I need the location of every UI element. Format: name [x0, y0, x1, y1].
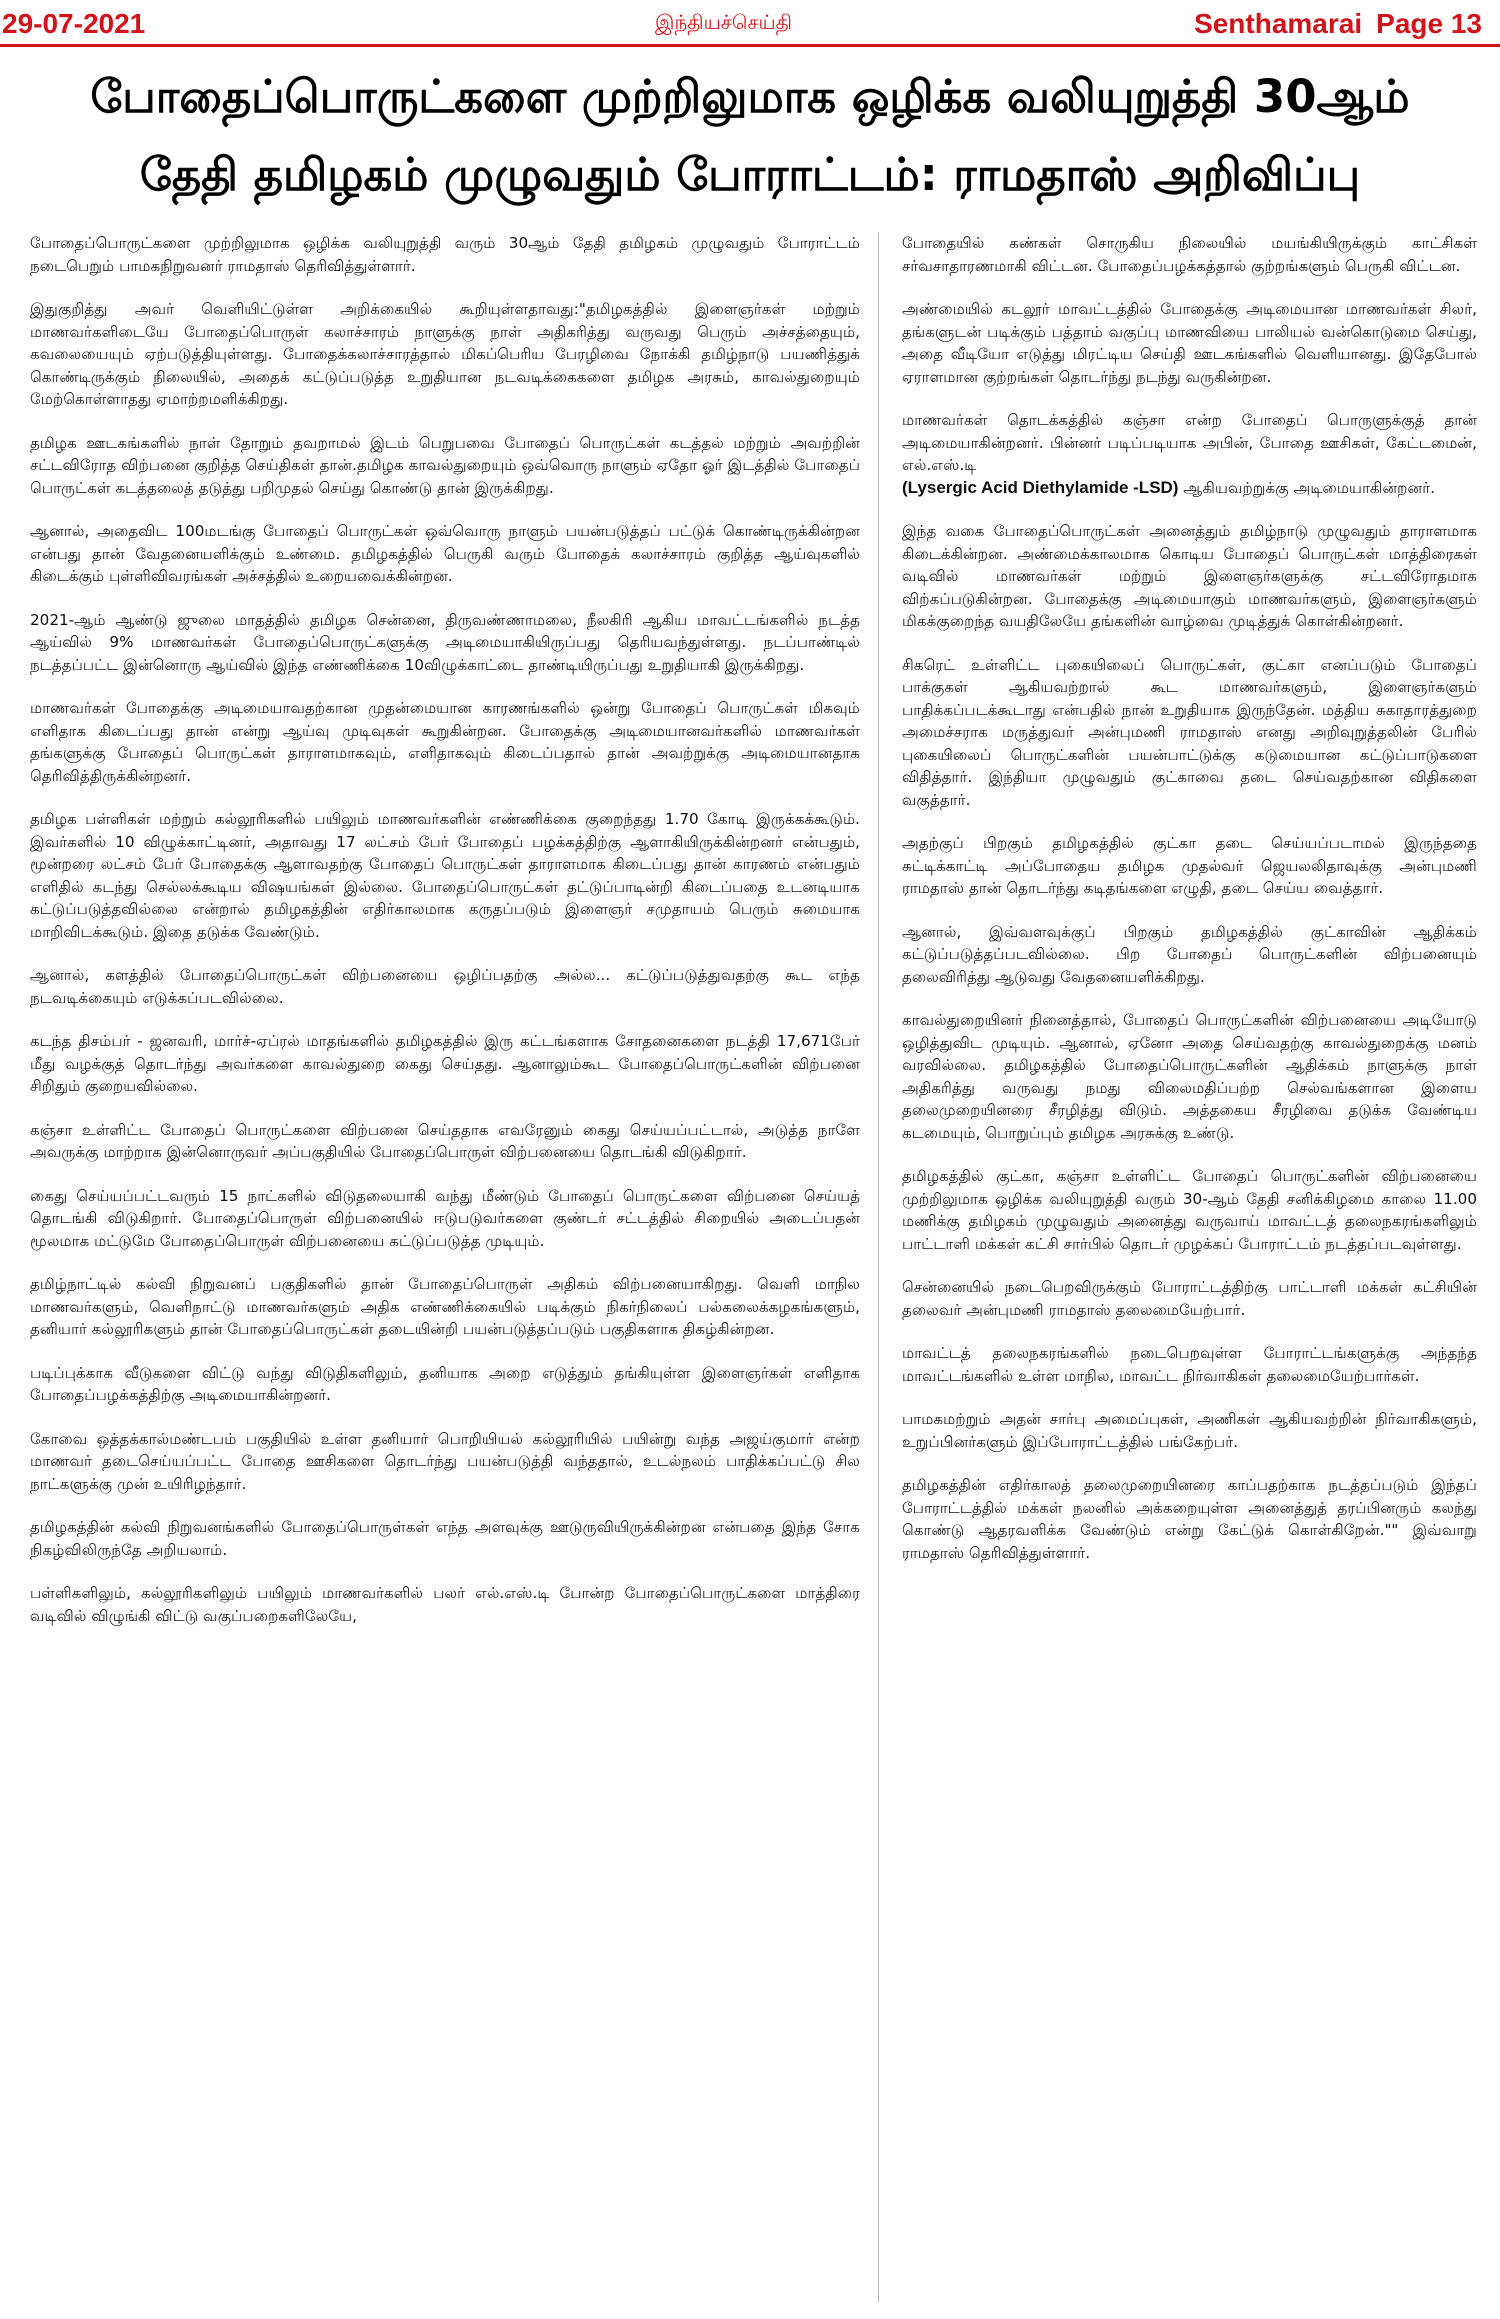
- paragraph: மாவட்டத் தலைநகரங்களில் நடைபெறவுள்ள போராட்டங்களுக்கு அந்தந்த மாவட்டங்களில் உள்ள மாநில, மாவட்ட நிர்வாகிகள் தலைமையேற்பார்கள்.: [902, 1344, 1477, 1385]
- article-column-right: [902, 232, 1477, 1585]
- paragraph: ஆனால், களத்தில் போதைப்பொருட்கள் விற்பனையை ஒழிப்பதற்கு அல்ல... கட்டுப்படுத்துவதற்கு கூட எந்த நடவடிக்கையும் எடுக்கப்படவில்லை.: [30, 966, 860, 1007]
- paragraph: தமிழகத்தில் குட்கா, கஞ்சா உள்ளிட்ட போதைப் பொருட்களின் விற்பனையை முற்றிலுமாக ஒழிக்க வலியுறுத்தி வரும் 30-ஆம் தேதி சனிக்கிழமை காலை 11.00 மணிக்கு தமிழகம் முழுவதும் அனைத்து வருவாய் மாவட்டத் தலைநகரங்களிலும் பாட்டாளி மக்கள் கட்சி சார்பில் தொடர் முழக்கப் போராட்டம் நடத்தப்படவுள்ளது.: [902, 1167, 1477, 1253]
- paragraph: மாணவர்கள் போதைக்கு அடிமையாவதற்கான முதன்மையான காரணங்களில் ஒன்று போதைப் பொருட்கள் மிகவும் எளிதாக கிடைப்பது தான் என்று ஆய்வு முடிவுகள் கூறுகின்றன. போதைக்கு அடிமையானவர்களில் மாணவர்கள் தங்களுக்கு போதைப் பொருட்கள் தாராளமாகவும், எளிதாகவும் கிடைப்பதால் தான் அவற்றுக்கு அடிமையானதாக தெரிவித்திருக்கின்றனர்.: [30, 699, 860, 785]
- paragraph: படிப்புக்காக வீடுகளை விட்டு வந்து விடுதிகளிலும், தனியாக அறை எடுத்தும் தங்கியுள்ள இளைஞர்கள் எளிதாக போதைப்பழக்கத்திற்கு அடிமையாகின்றனர்.: [30, 1363, 860, 1404]
- paragraph: போதையில் கண்கள் சொருகிய நிலையில் மயங்கியிருக்கும் காட்சிகள் சர்வசாதாரணமாகி விட்டன. போதைப்பழக்கத்தால் குற்றங்களும் பெருகி விட்டன.: [902, 234, 1477, 275]
- page-header: [0, 0, 1500, 44]
- paragraph: காவல்துறையினர் நினைத்தால், போதைப் பொருட்களின் விற்பனையை அடியோடு ஒழித்துவிட முடியும். ஆனால், ஏனோ அதை செய்வதற்கு காவல்துறைக்கு மனம் வரவில்லை. தமிழகத்தில் போதைப்பொருட்களின் ஆதிக்கம் நாளுக்கு நாள் அதிகரித்து வருவது நமது விலைமதிப்பற்ற செல்வங்களான இளைய தலைமுறையினரை சீரழித்து விடும். அத்தகைய சீரழிவை தடுக்க வேண்டிய கடமையும், பொறுப்பும் தமிழக அரசுக்கு உண்டு.: [902, 1011, 1477, 1142]
- article-headline: [30, 58, 1470, 214]
- publication-name: Senthamarai: [1194, 8, 1363, 39]
- paragraph-text: மாணவர்கள் தொடக்கத்தில் கஞ்சா என்ற போதைப் பொருளுக்குத் தான் அடிமையாகின்றனர். பின்னர் படிப்படியாக அபின், போதை ஊசிகள், கேட்டமைன், எல்.எஸ்.டி: [902, 411, 1477, 474]
- paragraph-text: ஆகியவற்றுக்கு அடிமையாகின்றனர்.: [1183, 478, 1436, 497]
- paragraph: தமிழகத்தின் கல்வி நிறுவனங்களில் போதைப்பொருள்கள் எந்த அளவுக்கு ஊடுருவியிருக்கின்றன என்பதை இந்த சோக நிகழ்விலிருந்தே அறியலாம்.: [30, 1518, 860, 1559]
- paragraph: தமிழ்நாட்டில் கல்வி நிறுவனப் பகுதிகளில் தான் போதைப்பொருள் அதிகம் விற்பனையாகிறது. வெளி மாநில மாணவர்களும், வெளிநாட்டு மாணவர்களும் அதிக எண்ணிக்கையில் படிக்கும் நிகர்நிலைப் பல்கலைக்கழகங்களும், தனியார் கல்லூரிகளும் தான் போதைப்பொருட்கள் தடையின்றி பயன்படுத்தப்படும் பகுதிகளாக திகழ்கின்றன.: [30, 1275, 860, 1338]
- column-divider: [878, 232, 879, 2302]
- headline-line-1: போதைப்பொருட்களை முற்றிலுமாக ஒழிக்க வலியுறுத்தி 30ஆம்: [90, 70, 1410, 123]
- paragraph: ஆனால், இவ்வளவுக்குப் பிறகும் தமிழகத்தில் குட்காவின் ஆதிக்கம் கட்டுப்படுத்தப்படவில்லை. பிற போதைப் பொருட்களின் விற்பனையும் தலைவிரித்து ஆடுவது வேதனையளிக்கிறது.: [902, 922, 1477, 986]
- paragraph: கைது செய்யப்பட்டவரும் 15 நாட்களில் விடுதலையாகி வந்து மீண்டும் போதைப் பொருட்களை விற்பனை செய்யத் தொடங்கி விடுகிறார். போதைப்பொருள் விற்பனையில் ஈடுபடுவர்களை குண்டர் சட்டத்தில் சிறையில் அடைப்பதன் மூலமாக மட்டுமே போதைப்பொருள் விற்பனையை கட்டுப்படுத்த முடியும்.: [30, 1186, 860, 1250]
- paragraph: சிகரெட் உள்ளிட்ட புகையிலைப் பொருட்கள், குட்கா எனப்படும் போதைப் பாக்குகள் ஆகியவற்றால் கூட மாணவர்களும், இளைஞர்களும் பாதிக்கப்படக்கூடாது என்பதில் நான் உறுதியாக இருந்தேன். மத்திய சுகாதாரத்துறை அமைச்சராக மருத்துவர் அன்புமணி ராமதாஸ் எனது அறிவுறுத்தலின் பேரில் புகையிலைப் பொருட்களின் பயன்பாட்டுக்கு கடுமையான கட்டுப்பாடுகளை விதித்தார். இந்தியா முழுவதும் குட்காவை தடை செய்வதற்கான விதிகளை வகுத்தார்.: [902, 655, 1477, 809]
- page-number: Page 13: [1376, 8, 1482, 39]
- paragraph: ஆனால், அதைவிட 100மடங்கு போதைப் பொருட்கள் ஒவ்வொரு நாளும் பயன்படுத்தப் பட்டுக் கொண்டிருக்கின்றன என்பது தான் வேதனையளிக்கும் உண்மை. தமிழகத்தில் பெருகி வரும் போதைக் கலாச்சாரம் குறித்த ஆய்வுகளில் கிடைக்கும் புள்ளிவிவரங்கள் அச்சத்தில் உறையவைக்கின்றன.: [30, 522, 860, 585]
- headline-line-2: தேதி தமிழகம் முழுவதும் போராட்டம்: ராமதாஸ் அறிவிப்பு: [139, 148, 1361, 201]
- publication-date: 29-07-2021: [2, 8, 146, 39]
- paragraph: இந்த வகை போதைப்பொருட்கள் அனைத்தும் தமிழ்நாடு முழுவதும் தாராளமாக கிடைக்கின்றன. அண்மைக்காலமாக கொடிய போதைப் பொருட்கள் மாத்திரைகள் வடிவில் மாணவர்கள் மற்றும் இளைஞர்களுக்கு சட்டவிரோதமாக விற்கப்படுகின்றன. போதைக்கு அடிமையாகும் மாணவர்களும், இளைஞர்களும் மிகக்குறைந்த வயதிலேயே தங்களின் வாழ்வை முடித்துக் கொள்கின்றனர்.: [902, 522, 1477, 630]
- section-label: இந்தியச்செய்தி: [655, 10, 793, 34]
- paragraph: அண்மையில் கடலூர் மாவட்டத்தில் போதைக்கு அடிமையான மாணவர்கள் சிலர், தங்களுடன் படிக்கும் பத்தாம் வகுப்பு மாணவியை பாலியல் வன்கொடுமை செய்து, அதை வீடியோ எடுத்து மிரட்டிய செய்தி ஊடகங்களில் வெளியானது. இதேபோல் ஏராளமான குற்றங்கள் தொடர்ந்து நடந்து வருகின்றன.: [902, 300, 1477, 386]
- paragraph: கடந்த திசம்பர் - ஜனவரி, மார்ச்-ஏப்ரல் மாதங்களில் தமிழகத்தில் இரு கட்டங்களாக சோதனைகளை நடத்தி 17,671பேர் மீது வழக்குத் தொடர்ந்து அவர்களை காவல்துறை கைது செய்தது. ஆனாலும்கூட போதைப்பொருட்களின் விற்பனை சிறிதும் குறையவில்லை.: [30, 1032, 860, 1095]
- paragraph: பாமகமற்றும் அதன் சார்பு அமைப்புகள், அணிகள் ஆகியவற்றின் நிர்வாகிகளும், உறுப்பினர்களும் இப்போராட்டத்தில் பங்கேற்பர்.: [902, 1410, 1477, 1451]
- paragraph: தமிழக ஊடகங்களில் நாள் தோறும் தவறாமல் இடம் பெறுபவை போதைப் பொருட்கள் கடத்தல் மற்றும் அவற்றின் சட்டவிரோத விற்பனை குறித்த செய்திகள் தான்.தமிழக காவல்துறையும் ஒவ்வொரு நாளும் ஏதோ ஓர் இடத்தில் போதைப் பொருட்கள் கடத்தலைத் தடுத்து பறிமுதல் செய்து கொண்டு தான் இருக்கிறது.: [30, 433, 860, 497]
- paragraph: போதைப்பொருட்களை முற்றிலுமாக ஒழிக்க வலியுறுத்தி வரும் 30ஆம் தேதி தமிழகம் முழுவதும் போராட்டம் நடைபெறும் பாமகநிறுவனர் ராமதாஸ் தெரிவித்துள்ளார்.: [30, 234, 860, 275]
- paragraph: கோவை ஒத்தக்கால்மண்டபம் பகுதியில் உள்ள தனியார் பொறியியல் கல்லூரியில் பயின்று வந்த அஜய்குமார் என்ற மாணவர் தடைசெய்யப்பட்ட போதை ஊசிகளை தொடர்ந்து பயன்படுத்தி வந்ததால், உடல்நலம் பாதிக்கப்பட்டு சில நாட்களுக்கு முன் உயிரிழந்தார்.: [30, 1429, 860, 1493]
- masthead-right: [1194, 8, 1482, 40]
- header-rule: [0, 44, 1500, 47]
- paragraph: தமிழக பள்ளிகள் மற்றும் கல்லூரிகளில் பயிலும் மாணவர்களின் எண்ணிக்கை குறைந்தது 1.70 கோடி இருக்கக்கூடும். இவர்களில் 10 விழுக்காட்டினர், அதாவது 17 லட்சம் பேர் போதைப் பழக்கத்திற்கு ஆளாகியிருக்கின்றனர் என்பதும், மூன்றரை லட்சம் பேர் போதைக்கு ஆளாவதற்கு போதைப் பொருட்கள் தாராளமாக கிடைப்பது தான் காரணம் என்பதும் எளிதில் கடந்து செல்லக்கூடிய விஷயங்கள் இல்லை. போதைப்பொருட்கள் தட்டுப்பாடின்றி கிடைப்பதை உடனடியாக கட்டுப்படுத்தவில்லை என்றால் தமிழகத்தின் எதிர்காலமாக கருதப்படும் இளைஞர் சமுதாயம் பெரும் சுமையாக மாறிவிடக்கூடும். இதை தடுக்க வேண்டும்.: [30, 810, 860, 941]
- paragraph: அதற்குப் பிறகும் தமிழகத்தில் குட்கா தடை செய்யப்படாமல் இருந்ததை சுட்டிக்காட்டி அப்போதைய தமிழக முதல்வர் ஜெயலலிதாவுக்கு அன்புமணி ராமதாஸ் தான் தொடர்ந்து கடிதங்களை எழுதி, தடை செய்ய வைத்தார்.: [902, 834, 1477, 897]
- paragraph: இதுகுறித்து அவர் வெளியிட்டுள்ள அறிக்கையில் கூறியுள்ளதாவது:"தமிழகத்தில் இளைஞர்கள் மற்றும் மாணவர்களிடையே போதைப்பொருள் கலாச்சாரம் நாளுக்கு நாள் அதிகரித்து வருவது பெரும் அச்சத்தையும், கவலையையும் ஏற்படுத்தியுள்ளது. போதைக்கலாச்சாரத்தால் மிகப்பெரிய பேரழிவை நோக்கி தமிழ்நாடு பயணித்துக் கொண்டிருக்கும் நிலையில், அதைக் கட்டுப்படுத்த உறுதியான நடவடிக்கைகளை தமிழக அரசும், காவல்துறையும் மேற்கொள்ளாதது ஏமாற்றமளிக்கிறது.: [30, 300, 860, 408]
- paragraph-lsd: [902, 409, 1477, 477]
- article-column-left: [30, 232, 860, 1648]
- lsd-term: (Lysergic Acid Diethylamide -LSD): [902, 477, 1179, 497]
- paragraph-lsd-cont: [902, 477, 1477, 500]
- paragraph: சென்னையில் நடைபெறவிருக்கும் போராட்டத்திற்கு பாட்டாளி மக்கள் கட்சியின் தலைவர் அன்புமணி ராமதாஸ் தலைமையேற்பார்.: [902, 1278, 1477, 1319]
- paragraph: 2021-ஆம் ஆண்டு ஜுலை மாதத்தில் தமிழக சென்னை, திருவண்ணாமலை, நீலகிரி ஆகிய மாவட்டங்களில் நடத்த ஆய்வில் 9% மாணவர்கள் போதைப்பொருட்களுக்கு அடிமையாகியிருப்பது தெரியவந்துள்ளது. நடப்பாண்டில் நடத்தப்பட்ட இன்னொரு ஆய்வில் இந்த எண்ணிக்கை 10விழுக்காட்டை தாண்டியிருப்பது உறுதியாகி இருக்கிறது.: [30, 610, 860, 674]
- paragraph: தமிழகத்தின் எதிர்காலத் தலைமுறையினரை காப்பதற்காக நடத்தப்படும் இந்தப் போராட்டத்தில் மக்கள் நலனில் அக்கறையுள்ள அனைத்துத் தரப்பினரும் கலந்து கொண்டு ஆதரவளிக்க வேண்டும் என்று கேட்டுக் கொள்கிறேன்."" இவ்வாறு ராமதாஸ் தெரிவித்துள்ளார்.: [902, 1476, 1477, 1562]
- paragraph: கஞ்சா உள்ளிட்ட போதைப் பொருட்களை விற்பனை செய்ததாக எவரேனும் கைது செய்யப்பட்டால், அடுத்த நாளே அவருக்கு மாற்றாக இன்னொருவர் அப்பகுதியில் போதைப்பொருள் விற்பனையை தொடங்கி விடுகிறார்.: [30, 1120, 860, 1161]
- paragraph: பள்ளிகளிலும், கல்லூரிகளிலும் பயிலும் மாணவர்களில் பலர் எல்.எஸ்.டி போன்ற போதைப்பொருட்களை மாத்திரை வடிவில் விழுங்கி விட்டு வகுப்பறைகளிலேயே,: [30, 1584, 860, 1625]
